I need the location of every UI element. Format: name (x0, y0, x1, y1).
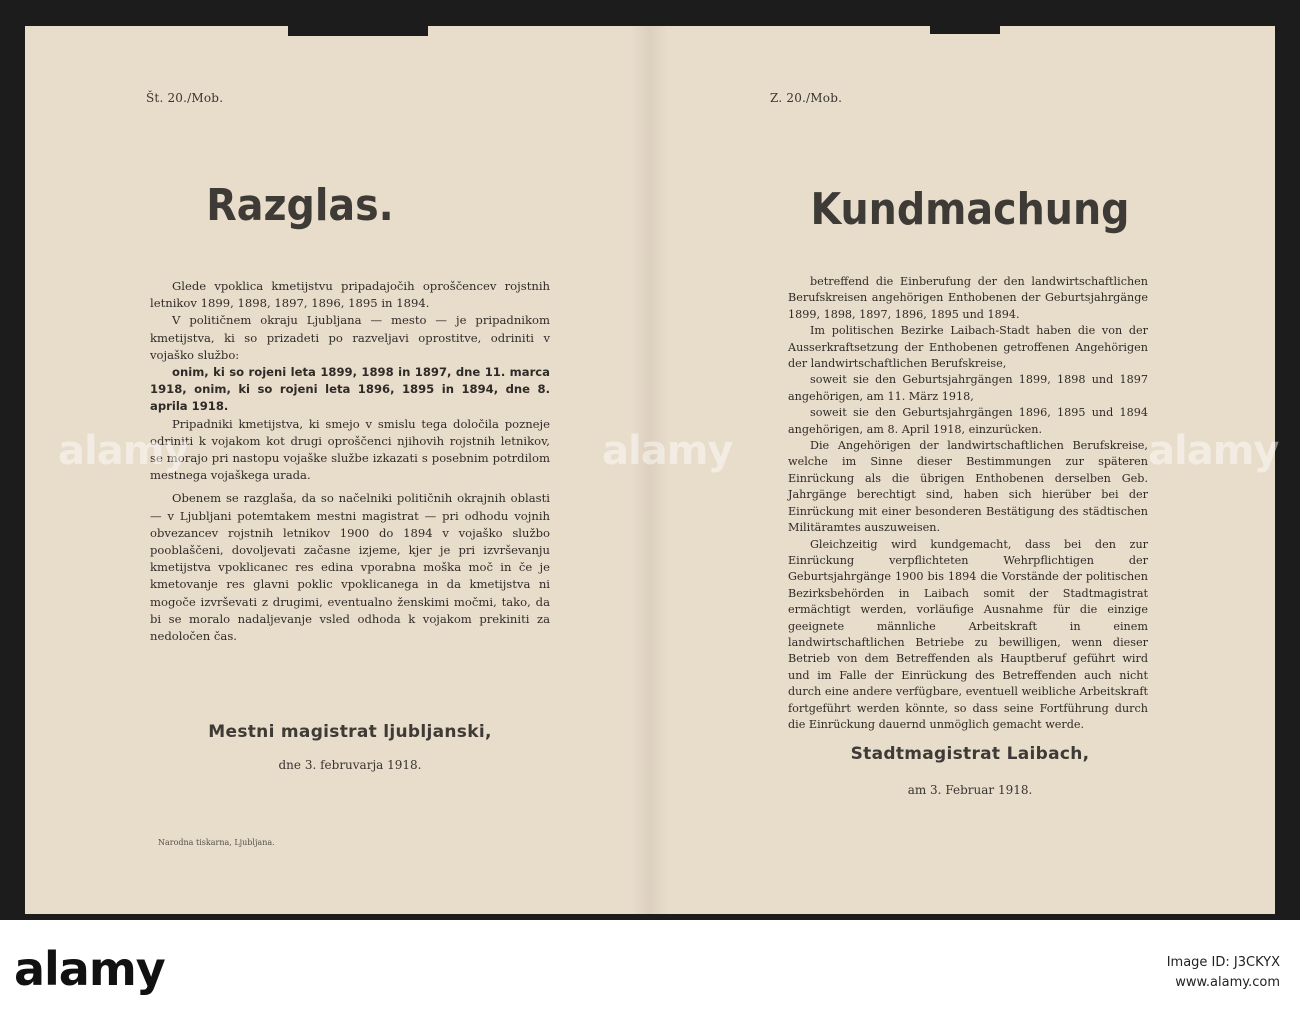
german-paragraph-4: soweit sie den Geburtsjahrgängen 1896, 1895 und 1894 angehörigen, am 8. April 1918, einzurücken. (788, 406, 1148, 436)
slovene-paragraph-4: Pripadniki kmetijstva, ki smejo v smislu tega določila pozneje odriniti k vojakom kot drugi oproščenci njihovih rojstnih letnikov, se morajo pri nastopu vojaške službe izkazati s posebnim potrdilom mestnega vojaškega urada. (150, 416, 550, 483)
image-id: Image ID: J3CKYX (1166, 955, 1280, 970)
slovene-paragraph-1: Glede vpoklica kmetijstvu pripadajočih oproščencev rojstnih letnikov 1899, 1898, 1897, 1896, 1895 in 1894. (150, 279, 550, 311)
slovene-paragraph-2 (150, 312, 550, 364)
site-url: www.alamy.com (1175, 975, 1280, 990)
watermark: alamy (602, 428, 733, 474)
watermark: alamy (58, 428, 189, 474)
german-paragraph-2: Im politischen Bezirke Laibach-Stadt haben die von der Ausserkraftsetzung der Enthobenen getroffenen Angehörigen der landwirtschaftlichen Berufskreise, (788, 324, 1148, 371)
slovene-body (150, 278, 550, 645)
slovene-title: Razglas. (206, 180, 394, 231)
german-signature: Stadtmagistrat Laibach, (850, 744, 1090, 764)
german-reference-number: Z. 20./Mob. (770, 91, 843, 105)
german-date: am 3. Februar 1918. (907, 783, 1033, 797)
printer-imprint: Narodna tiskarna, Ljubljana. (158, 838, 275, 847)
watermark: alamy (1148, 428, 1279, 474)
german-body (788, 274, 1148, 733)
torn-edge (288, 26, 428, 36)
torn-edge (930, 26, 1000, 34)
slovene-signature: Mestni magistrat ljubljanski, (208, 722, 492, 742)
german-paragraph-1: betreffend die Einberufung der den landwirtschaftlichen Berufskreisen angehörigen Enthobenen der Geburtsjahrgänge 1899, 1898, 1897, 1896, 1895 und 1894. (788, 275, 1148, 321)
slovene-paragraph-5: Obenem se razglaša, da so načelniki političnih okrajnih oblasti — v Ljubljani potemtakem mestni magistrat — pri odhodu vojnih obvezancev rojstnih letnikov 1900 do 1894 v vojaško službo pooblaščeni, dovoljevati začasne izjeme, kjer je pri izvrševanju kmetijstva vpoklicanec res edina vporabna moška moč in če je kmetovanje res glavni poklic vpoklicanega in da kmetijstva ni mogoče izvrševati z drugimi, eventualno ženskimi močmi, tako, da bi se moralo nadaljevanje vsled odhoda k vojakom prekiniti za nedoločen čas. (150, 491, 550, 644)
slovene-paragraph-3 (150, 364, 550, 416)
slovene-dates-bold: onim, ki so rojeni leta 1899, 1898 in 1897, dne 11. marca 1918, onim, ki so rojeni leta 1896, 1895 in 1894, dne 8. aprila 1918. (150, 365, 550, 414)
slovene-reference-number: Št. 20./Mob. (146, 91, 224, 105)
german-title: Kundmachung (810, 184, 1130, 235)
footer-bar (0, 920, 1300, 1010)
german-paragraph-6: Gleichzeitig wird kundgemacht, dass bei den zur Einrückung verpflichteten Wehrpflichtigen der Geburtsjahrgänge 1900 bis 1894 die Vorstände der politischen Bezirksbehörden in Laibach somit der Stadtmagistrat ermächtigt werden, vorläufige Ausnahme für die einzige geeignete männliche Arbeitskraft in einem landwirtschaftlichen Betriebe zu bewilligen, wenn dieser Betrieb von dem Betreffenden als Hauptberuf geführt wird und im Falle der Einrückung des Betreffenden auch nicht durch eine andere verfügbare, eventuell weibliche Arbeitskraft fortgeführt werden könnte, so dass seine Fortführung durch die Einrückung dauernd unmöglich gemacht werde. (788, 537, 1148, 731)
german-paragraph-3: soweit sie den Geburtsjahrgängen 1899, 1898 und 1897 angehörigen, am 11. März 1918, (788, 373, 1148, 403)
slovene-paragraph-2-text: V političnem okraju Ljubljana — mesto — je pripadnikom kmetijstva, ki so prizadeti po razveljavi oprostitve, odriniti v vojaško službo: (150, 313, 550, 362)
brand-logo: alamy (14, 942, 165, 996)
slovene-date: dne 3. februvarja 1918. (278, 758, 422, 772)
german-paragraph-5: Die Angehörigen der landwirtschaftlichen Berufskreise, welche im Sinne dieser Bestimmungen zur späteren Einrückung als die übrigen Enthobenen derselben Geb. Jahrgänge berechtigt sind, haben sich hierüber bei der Einrückung mit einer besonderen Bestätigung des städtischen Militäramtes auszuweisen. (788, 439, 1148, 535)
